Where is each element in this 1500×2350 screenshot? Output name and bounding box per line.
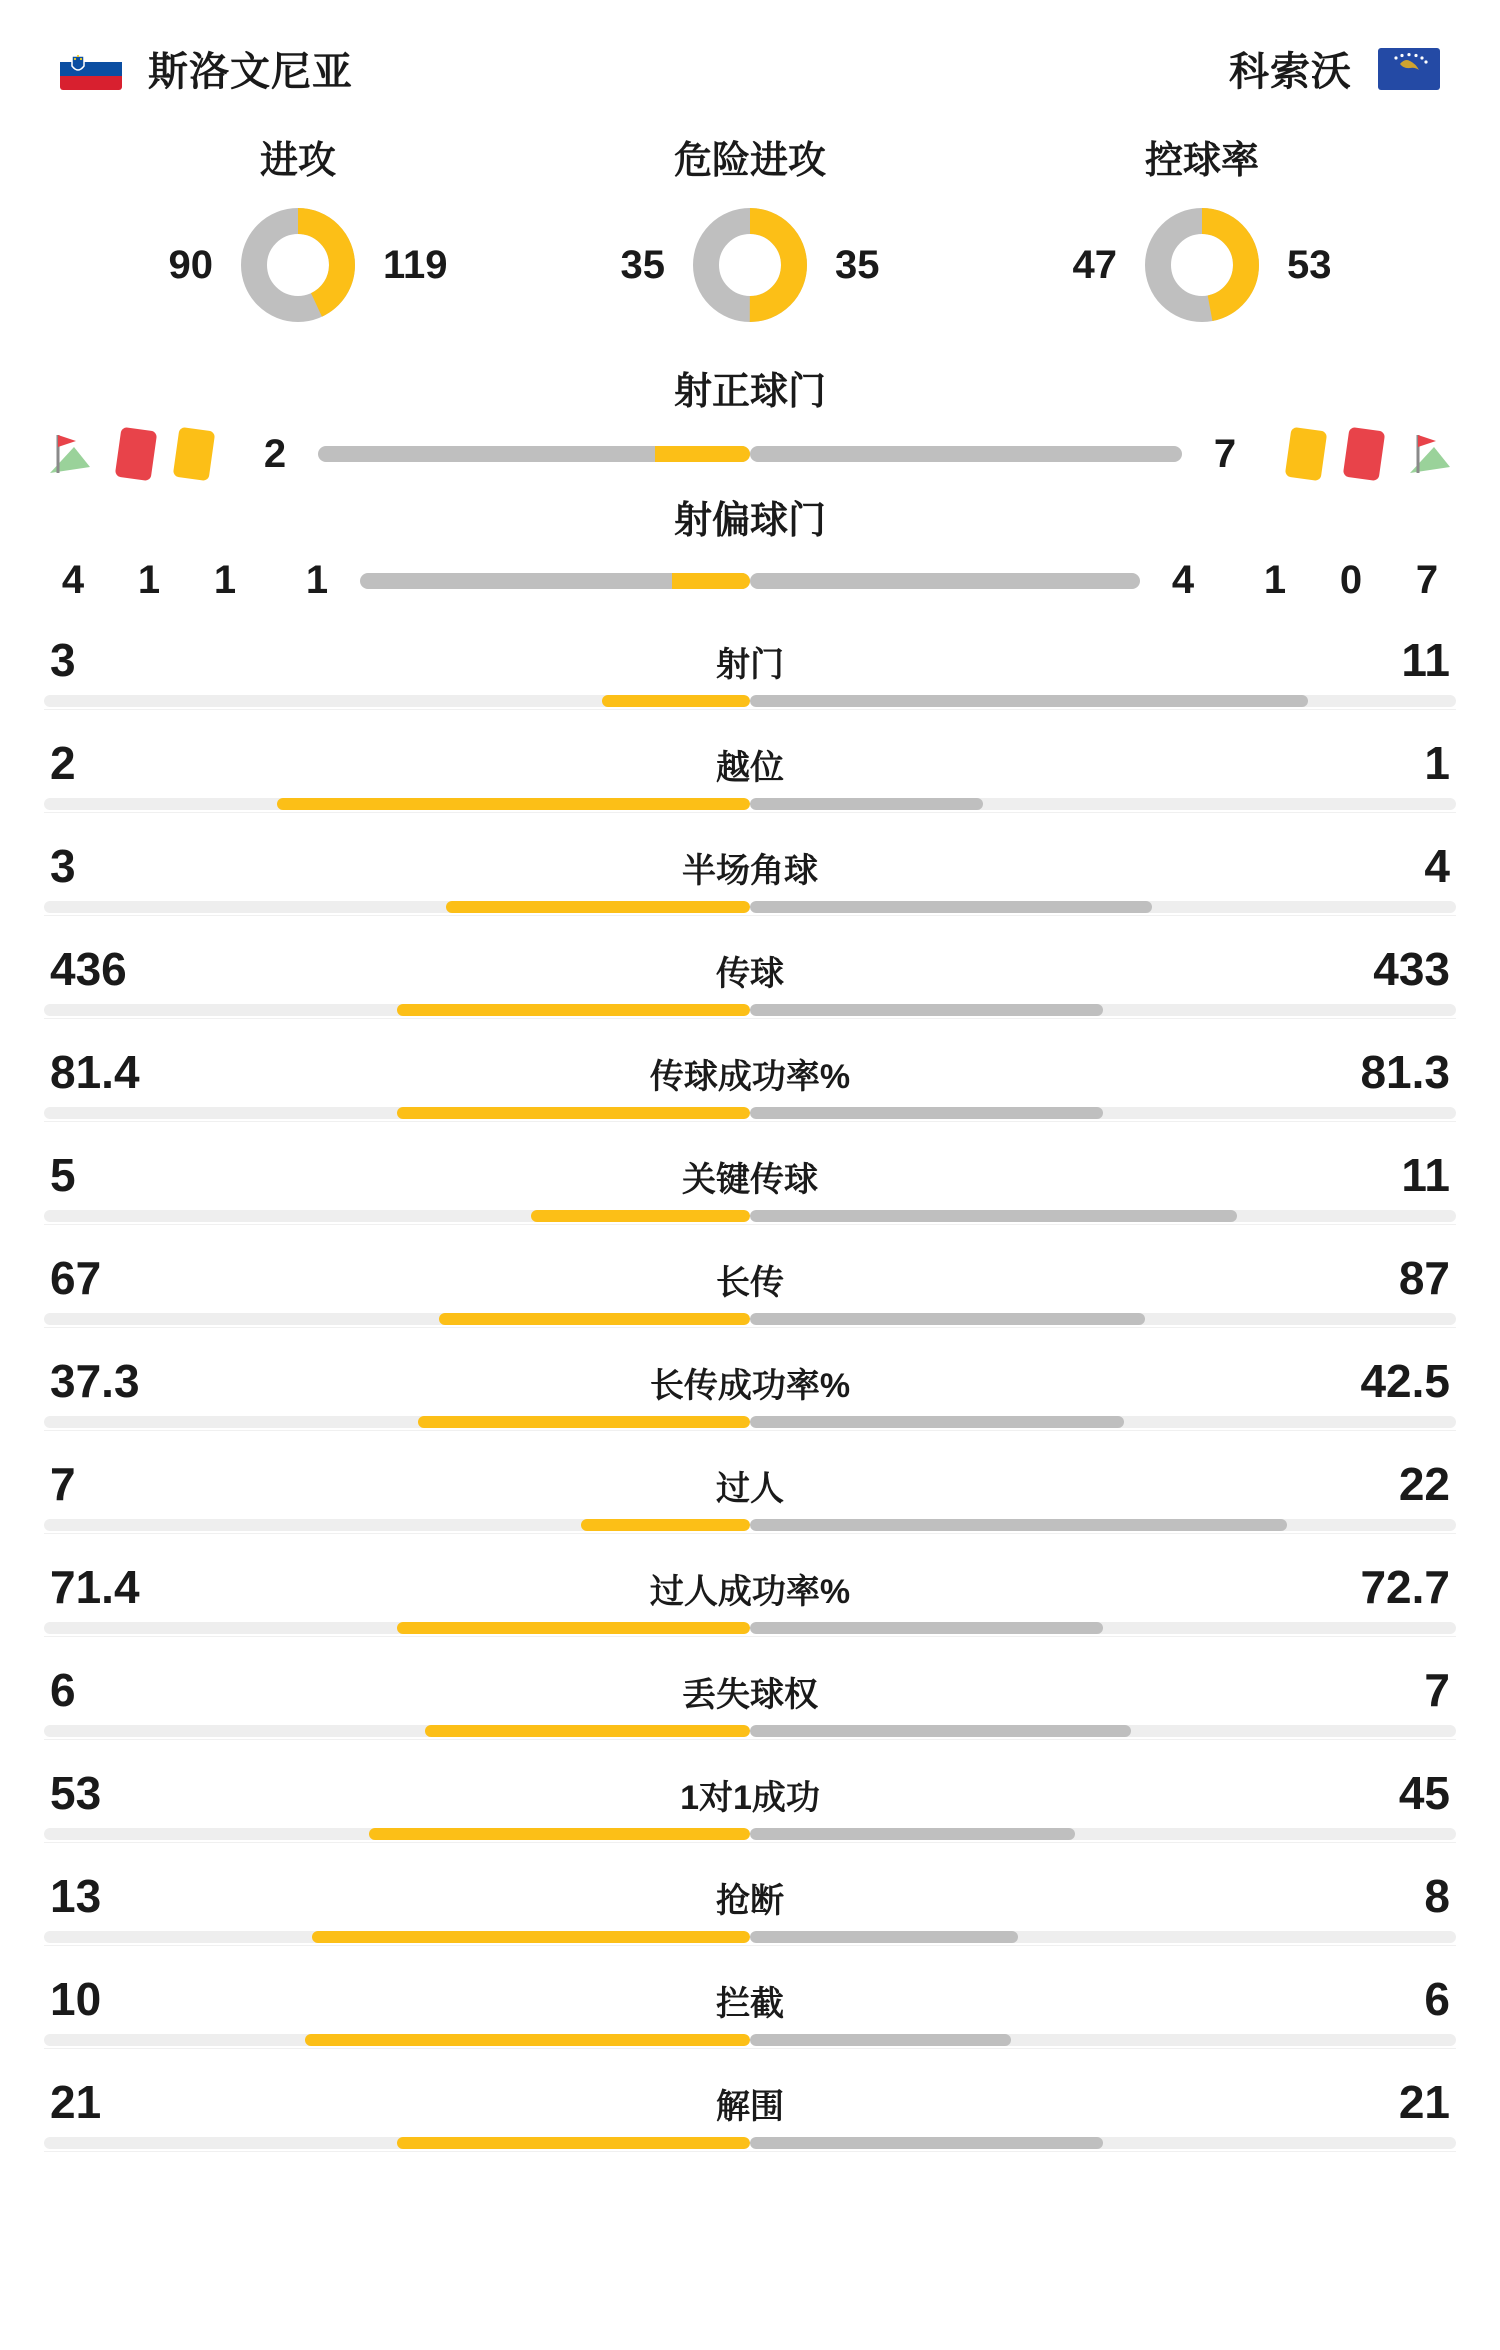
stat-label: 长传 xyxy=(716,1264,784,1302)
stat-away-value: 45 xyxy=(1398,1767,1450,1819)
stat-away-value: 6 xyxy=(1424,1973,1450,2025)
home-discipline-counts xyxy=(44,558,254,603)
shots-off-target-row xyxy=(44,558,1456,603)
stat-away-track xyxy=(750,1622,1456,1634)
stat-home-track xyxy=(44,1828,750,1840)
stat-bars xyxy=(44,1210,1456,1222)
bar-home-track xyxy=(318,446,750,462)
stat-home-value: 81.4 xyxy=(50,1046,140,1098)
stat-row xyxy=(44,1869,1456,1956)
stat-bars xyxy=(44,2137,1456,2149)
donut-title: 控球率 xyxy=(1144,140,1259,182)
stat-away-track xyxy=(750,2034,1456,2046)
row-divider xyxy=(44,1636,1456,1637)
bar-away-track xyxy=(750,446,1182,462)
stat-bars xyxy=(44,901,1456,913)
stat-home-track xyxy=(44,798,750,810)
stat-home-value: 6 xyxy=(50,1664,76,1716)
stat-away-track xyxy=(750,1519,1456,1531)
row-divider xyxy=(44,709,1456,710)
stat-home-value: 13 xyxy=(50,1870,102,1922)
stat-bars xyxy=(44,1828,1456,1840)
stat-label: 1对1成功 xyxy=(680,1779,820,1817)
stat-away-value: 7 xyxy=(1424,1664,1450,1716)
stat-home-track xyxy=(44,1416,750,1428)
shots-on-target-home: 2 xyxy=(263,431,287,476)
stat-home-track xyxy=(44,1313,750,1325)
away-team xyxy=(1229,40,1440,97)
stat-home-value: 37.3 xyxy=(50,1355,140,1407)
row-divider xyxy=(44,1121,1456,1122)
stat-away-track xyxy=(750,1828,1456,1840)
red-card-icon xyxy=(115,427,158,482)
stat-away-value: 11 xyxy=(1401,634,1450,686)
stat-row xyxy=(44,1148,1456,1235)
stat-away-track xyxy=(750,1313,1456,1325)
stat-row xyxy=(44,633,1456,720)
stat-away-track xyxy=(750,901,1456,913)
donut-home-value: 35 xyxy=(620,242,665,287)
corner-flag-icon xyxy=(1404,429,1456,479)
stat-bars xyxy=(44,1622,1456,1634)
stat-home-track xyxy=(44,1107,750,1119)
stat-away-value: 1 xyxy=(1424,737,1450,789)
stat-label: 拦截 xyxy=(716,1985,784,2023)
away-discipline-icons xyxy=(1288,429,1456,479)
stat-bars xyxy=(44,1107,1456,1119)
row-divider xyxy=(44,1739,1456,1740)
stat-row xyxy=(44,1354,1456,1441)
stat-home-value: 436 xyxy=(50,943,127,995)
kosovo-flag-icon xyxy=(1378,48,1440,90)
stat-bars xyxy=(44,1416,1456,1428)
stat-row xyxy=(44,2075,1456,2162)
stat-home-value: 3 xyxy=(50,634,76,686)
shots-section xyxy=(0,324,1500,603)
stat-home-track xyxy=(44,1004,750,1016)
bar-home-track xyxy=(360,573,750,589)
row-divider xyxy=(44,1945,1456,1946)
row-divider xyxy=(44,812,1456,813)
stat-home-value: 21 xyxy=(50,2076,102,2128)
row-divider xyxy=(44,1224,1456,1225)
stat-home-value: 7 xyxy=(50,1458,76,1510)
stat-row xyxy=(44,1251,1456,1338)
stat-away-value: 81.3 xyxy=(1360,1046,1450,1098)
shots-off-target-bars xyxy=(360,573,1140,589)
red-card-icon xyxy=(1343,427,1386,482)
stat-home-value: 5 xyxy=(50,1149,76,1201)
stat-label: 解围 xyxy=(716,2088,784,2126)
stat-away-value: 72.7 xyxy=(1360,1561,1450,1613)
home-team xyxy=(60,40,353,97)
home-corner-count: 4 xyxy=(61,558,85,602)
stat-label: 半场角球 xyxy=(682,852,818,890)
donut-block-possession xyxy=(982,129,1422,324)
stat-home-track xyxy=(44,2034,750,2046)
stat-bars xyxy=(44,1519,1456,1531)
row-divider xyxy=(44,1018,1456,1019)
bar-away-track xyxy=(750,573,1140,589)
row-divider xyxy=(44,1533,1456,1534)
stat-row xyxy=(44,1766,1456,1853)
shots-off-target-label: 射偏球门 xyxy=(673,500,826,542)
shots-off-target-home: 1 xyxy=(305,558,329,602)
shots-on-target-away: 7 xyxy=(1213,431,1237,476)
shots-on-target-bars xyxy=(318,446,1182,462)
row-divider xyxy=(44,1430,1456,1431)
away-red-card-count: 0 xyxy=(1339,558,1363,602)
stat-label: 抢断 xyxy=(716,1882,784,1920)
home-team-name: 斯洛文尼亚 xyxy=(148,50,353,94)
stat-away-track xyxy=(750,1004,1456,1016)
shots-on-target-row xyxy=(44,429,1456,479)
stat-home-track xyxy=(44,695,750,707)
teams-header xyxy=(0,0,1500,119)
stat-away-value: 42.5 xyxy=(1360,1355,1450,1407)
row-divider xyxy=(44,1842,1456,1843)
donut-home-value: 47 xyxy=(1072,242,1117,287)
donut-away-value: 53 xyxy=(1287,242,1332,287)
stat-home-track xyxy=(44,1622,750,1634)
donut-chart-attacks xyxy=(239,206,357,324)
stat-away-value: 21 xyxy=(1398,2076,1450,2128)
stat-row xyxy=(44,1045,1456,1132)
stat-home-value: 67 xyxy=(50,1252,102,1304)
stat-home-value: 10 xyxy=(50,1973,102,2025)
stat-home-track xyxy=(44,2137,750,2149)
stat-away-track xyxy=(750,1210,1456,1222)
home-red-card-count: 1 xyxy=(137,558,161,602)
donut-chart-possession xyxy=(1143,206,1261,324)
stat-home-value: 2 xyxy=(50,737,76,789)
stat-home-value: 71.4 xyxy=(50,1561,140,1613)
stat-label: 过人成功率% xyxy=(649,1573,851,1611)
stat-home-track xyxy=(44,1519,750,1531)
stat-label: 传球 xyxy=(716,955,784,993)
stat-row xyxy=(44,1972,1456,2059)
stat-bars xyxy=(44,1004,1456,1016)
stat-row xyxy=(44,839,1456,926)
stat-away-track xyxy=(750,1107,1456,1119)
donut-away-value: 119 xyxy=(383,242,448,287)
stat-row xyxy=(44,1457,1456,1544)
stat-home-value: 3 xyxy=(50,840,76,892)
stat-label: 传球成功率% xyxy=(649,1058,851,1096)
stat-label: 关键传球 xyxy=(682,1161,818,1199)
stat-row xyxy=(44,942,1456,1029)
slovenia-flag-icon xyxy=(60,48,122,90)
stat-away-value: 22 xyxy=(1398,1458,1450,1510)
stat-label: 丢失球权 xyxy=(682,1676,818,1714)
stat-bars xyxy=(44,1313,1456,1325)
stat-away-value: 11 xyxy=(1401,1149,1450,1201)
stat-away-value: 4 xyxy=(1424,840,1450,892)
away-discipline-counts xyxy=(1246,558,1456,603)
stat-bars xyxy=(44,695,1456,707)
home-yellow-card-count: 1 xyxy=(213,558,237,602)
donut-away-value: 35 xyxy=(835,242,880,287)
stat-away-value: 8 xyxy=(1424,1870,1450,1922)
shots-on-target-label: 射正球门 xyxy=(673,371,826,413)
stat-row xyxy=(44,1663,1456,1750)
stat-away-track xyxy=(750,798,1456,810)
donut-block-dangerous-attacks xyxy=(530,129,970,324)
donut-summary-row xyxy=(0,119,1500,324)
stat-away-track xyxy=(750,1725,1456,1737)
stat-label: 长传成功率% xyxy=(649,1367,851,1405)
stat-home-value: 53 xyxy=(50,1767,102,1819)
stat-label: 过人 xyxy=(716,1470,784,1508)
shots-off-target-away: 4 xyxy=(1171,558,1195,602)
away-team-name: 科索沃 xyxy=(1229,50,1352,94)
row-divider xyxy=(44,915,1456,916)
stat-away-track xyxy=(750,695,1456,707)
away-yellow-card-count: 1 xyxy=(1263,558,1287,602)
donut-title: 危险进攻 xyxy=(673,140,826,182)
home-discipline-icons xyxy=(44,429,212,479)
stat-label: 越位 xyxy=(716,749,784,787)
row-divider xyxy=(44,1327,1456,1328)
away-corner-count: 7 xyxy=(1415,558,1439,602)
stat-home-track xyxy=(44,1725,750,1737)
yellow-card-icon xyxy=(1285,427,1328,482)
stat-bars xyxy=(44,1725,1456,1737)
donut-block-attacks xyxy=(78,129,518,324)
stat-row xyxy=(44,1560,1456,1647)
stat-away-track xyxy=(750,1416,1456,1428)
yellow-card-icon xyxy=(173,427,216,482)
stat-row xyxy=(44,736,1456,823)
stat-away-track xyxy=(750,1931,1456,1943)
donut-home-value: 90 xyxy=(168,242,213,287)
stat-home-track xyxy=(44,1210,750,1222)
stats-list xyxy=(0,633,1500,2162)
donut-title: 进攻 xyxy=(259,140,336,182)
stat-bars xyxy=(44,1931,1456,1943)
stat-label: 射门 xyxy=(716,646,784,684)
stat-bars xyxy=(44,2034,1456,2046)
stat-bars xyxy=(44,798,1456,810)
row-divider xyxy=(44,2151,1456,2152)
stat-away-value: 87 xyxy=(1398,1252,1450,1304)
donut-chart-dangerous-attacks xyxy=(691,206,809,324)
stat-home-track xyxy=(44,901,750,913)
corner-flag-icon xyxy=(44,429,96,479)
stat-home-track xyxy=(44,1931,750,1943)
stat-away-value: 433 xyxy=(1373,943,1450,995)
row-divider xyxy=(44,2048,1456,2049)
stat-away-track xyxy=(750,2137,1456,2149)
